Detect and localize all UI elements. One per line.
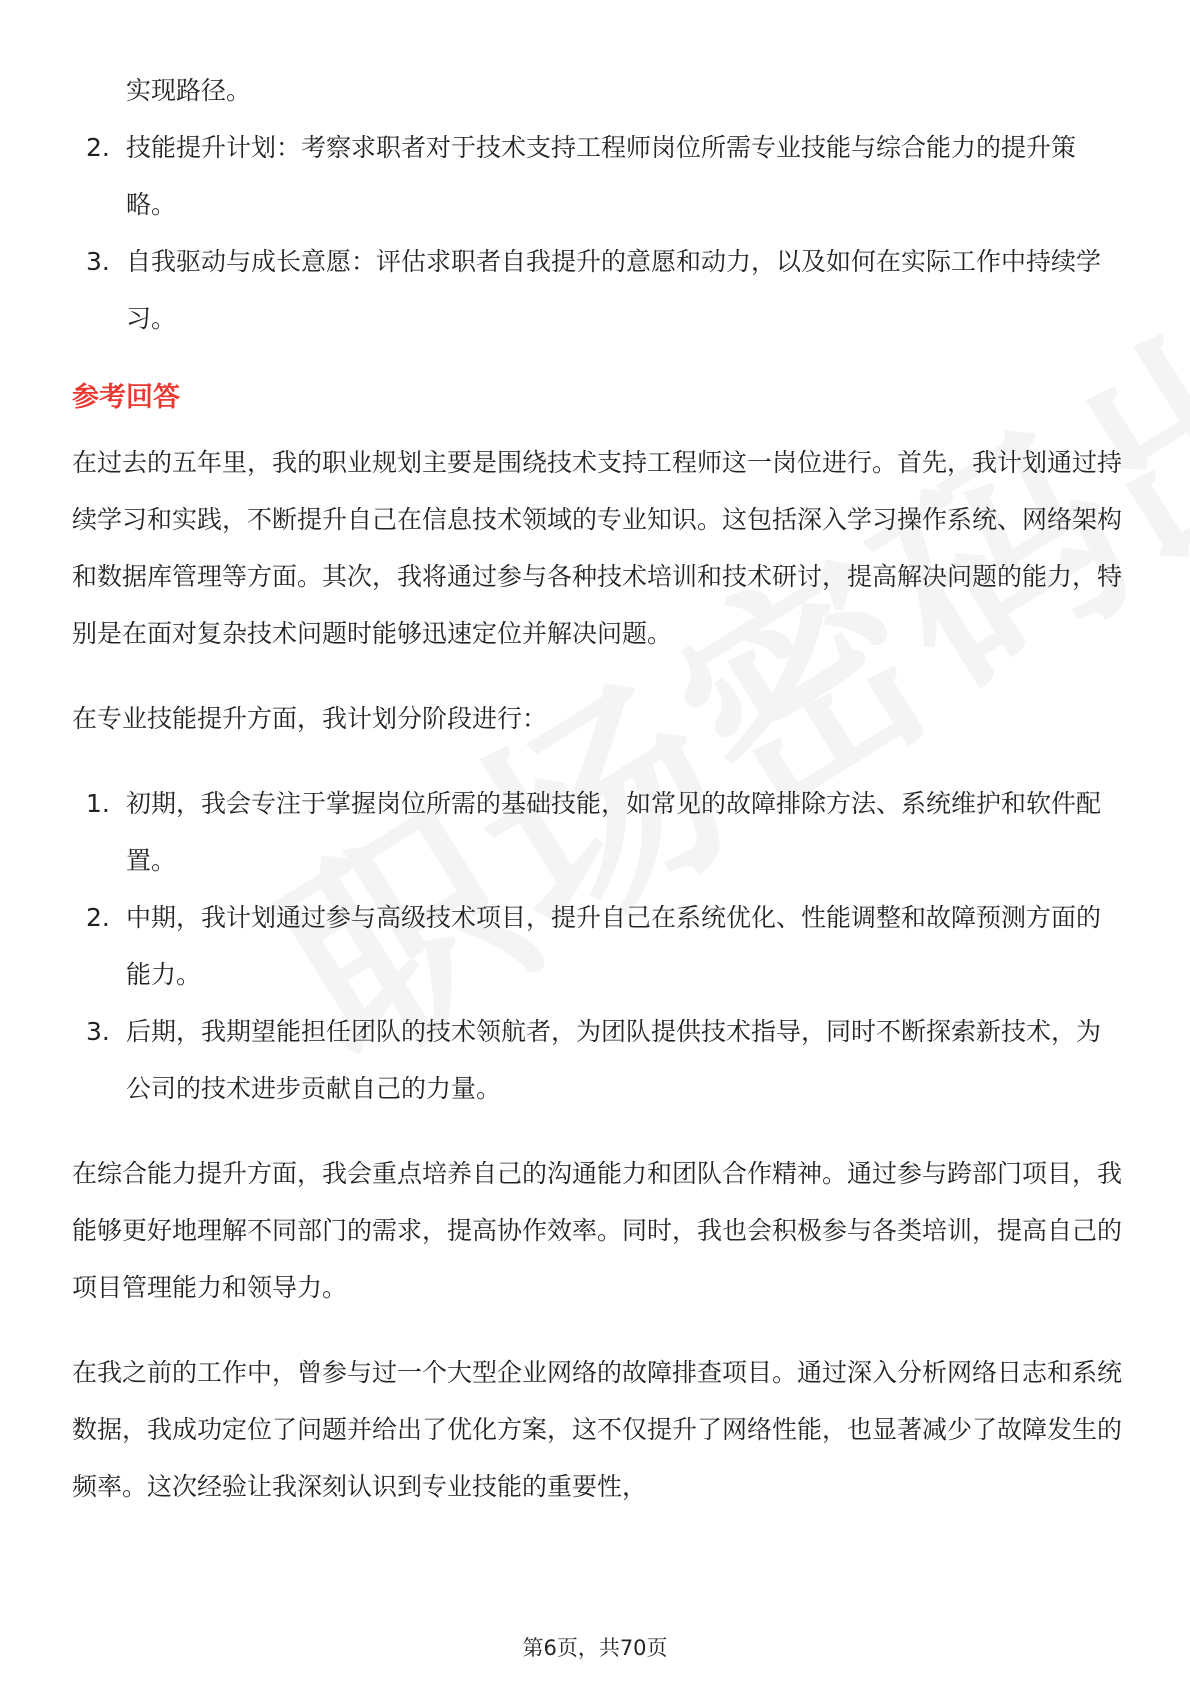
paragraph: 在专业技能提升方面，我计划分阶段进行： <box>72 704 548 733</box>
section-heading: 参考回答 <box>72 382 180 413</box>
paragraph: 在我之前的工作中，曾参与过一个大型企业网络的故障排查项目。通过深入分析网络日志和系统数据，我成功定位了问题并给出了优化方案，这不仅提升了网络性能，也显著减少了故障发生的频率。这次经验让我深刻认识到专业技能的重要性， <box>72 1358 1123 1501</box>
list-item-text: 技能提升计划：考察求职者对于技术支持工程师岗位所需专业技能与综合能力的提升策略。 <box>126 133 1077 219</box>
list-number: 2. <box>86 133 110 162</box>
list-number: 2. <box>86 903 110 932</box>
list-item <box>72 775 1122 889</box>
list-item-text: 初期，我会专注于掌握岗位所需的基础技能，如常见的故障排除方法、系统维护和软件配置。 <box>126 789 1102 875</box>
list-item <box>72 233 1122 347</box>
paragraph: 在过去的五年里，我的职业规划主要是围绕技术支持工程师这一岗位进行。首先，我计划通过持续学习和实践，不断提升自己在信息技术领域的专业知识。这包括深入学习操作系统、网络架构和数据库管理等方面。其次，我将通过参与各种技术培训和技术研讨，提高解决问题的能力，特别是在面对复杂技术问题时能够迅速定位并解决问题。 <box>72 448 1123 648</box>
stage-list <box>72 775 1122 1117</box>
list-item-text: 后期，我期望能担任团队的技术领航者，为团队提供技术指导，同时不断探索新技术，为公司的技术进步贡献自己的力量。 <box>126 1017 1102 1103</box>
assessment-list <box>72 119 1122 347</box>
list-number: 1. <box>86 789 110 818</box>
paragraph: 在综合能力提升方面，我会重点培养自己的沟通能力和团队合作精神。通过参与跨部门项目，我能够更好地理解不同部门的需求，提高协作效率。同时，我也会积极参与各类培训，提高自己的项目管理能力和领导力。 <box>72 1159 1123 1302</box>
list-item <box>72 1003 1122 1117</box>
list-number: 3. <box>86 247 110 276</box>
list-number: 3. <box>86 1017 110 1046</box>
list-item <box>72 889 1122 1003</box>
page-content <box>72 62 1122 1543</box>
list-item-text: 中期，我计划通过参与高级技术项目，提升自己在系统优化、性能调整和故障预测方面的能力。 <box>126 903 1102 989</box>
page-number: 第6页，共70页 <box>522 1636 668 1660</box>
continuation-text: 实现路径。 <box>126 76 252 105</box>
list-item-text: 自我驱动与成长意愿：评估求职者自我提升的意愿和动力，以及如何在实际工作中持续学习。 <box>126 247 1102 333</box>
list-item <box>72 119 1122 233</box>
